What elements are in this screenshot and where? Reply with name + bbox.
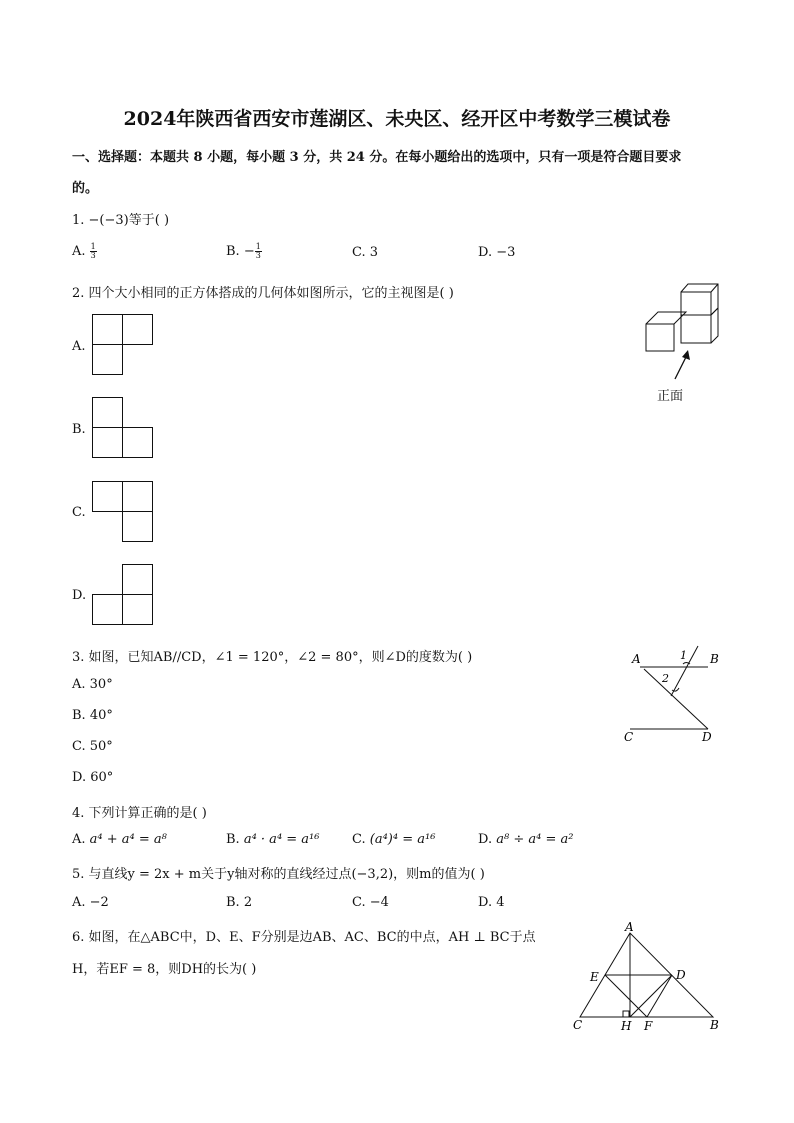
q2-option-a-label: A. bbox=[72, 339, 86, 354]
q5-option-c: C. −4 bbox=[352, 895, 389, 910]
q6-label-f: F bbox=[644, 1019, 653, 1033]
q1-option-b bbox=[226, 243, 262, 260]
q1-option-b-label: B. bbox=[226, 244, 240, 259]
q4-option-d-label: D. bbox=[478, 832, 493, 847]
q3-label-angle1: 1 bbox=[680, 649, 687, 662]
q3-option-b: B. 40° bbox=[72, 708, 113, 723]
q6-stem-line2: H，若EF = 8，则DH的长为( ) bbox=[72, 962, 257, 977]
q6-label-a: A bbox=[625, 920, 634, 934]
q2-option-c-label: C. bbox=[72, 505, 86, 520]
q6-label-e: E bbox=[590, 970, 599, 984]
q4-option-a bbox=[72, 832, 167, 847]
q2-option-c-view bbox=[92, 481, 154, 543]
q1-option-c bbox=[352, 245, 378, 260]
q2-option-d-label: D. bbox=[72, 588, 87, 603]
q6-stem-line1: 6. 如图，在△ABC中，D、E、F分别是边AB、AC、BC的中点，AH ⊥ BC于点 bbox=[72, 930, 536, 945]
q2-option-d-view bbox=[92, 564, 154, 626]
q5-option-a: A. −2 bbox=[72, 895, 109, 910]
q1-option-c-label: C. bbox=[352, 245, 366, 260]
q6-label-d: D bbox=[676, 968, 686, 982]
q3-option-a: A. 30° bbox=[72, 677, 113, 692]
q6-label-b: B bbox=[710, 1018, 719, 1032]
q3-option-c: C. 50° bbox=[72, 739, 113, 754]
q4-stem: 4. 下列计算正确的是( ) bbox=[72, 806, 207, 821]
q1-option-b-sign: − bbox=[243, 244, 255, 259]
q4-option-a-expr: a⁴ + a⁴ = a⁸ bbox=[89, 832, 167, 847]
q4-option-c-label: C. bbox=[352, 832, 366, 847]
arrow-head-icon bbox=[682, 350, 690, 360]
q3-parallel-lines-figure bbox=[620, 640, 730, 748]
q6-triangle-figure bbox=[570, 920, 730, 1040]
q1-option-c-value: 3 bbox=[369, 245, 379, 260]
q4-option-b bbox=[226, 832, 319, 847]
q5-option-d: D. 4 bbox=[478, 895, 505, 910]
q1-option-a-fraction: $\frac{1}{3}$ bbox=[90, 242, 96, 260]
q1-option-a-label: A. bbox=[72, 244, 86, 259]
section-instructions-line2: 的。 bbox=[72, 181, 99, 196]
q3-label-angle2: 2 bbox=[662, 672, 669, 685]
q3-label-b: B bbox=[710, 652, 719, 666]
q5-option-b: B. 2 bbox=[226, 895, 253, 910]
q2-figure-caption: 正面 bbox=[657, 389, 684, 404]
page-title: 2024年陕西省西安市莲湖区、未央区、经开区中考数学三模试卷 bbox=[123, 108, 671, 130]
q6-label-c: C bbox=[573, 1018, 583, 1032]
q5-stem: 5. 与直线y = 2x + m关于y轴对称的直线经过点(−3,2)，则m的值为( ) bbox=[72, 867, 485, 882]
q3-label-a: A bbox=[632, 652, 641, 666]
q1-option-d-value: −3 bbox=[496, 245, 516, 260]
q3-label-d: D bbox=[702, 730, 712, 744]
q4-option-b-label: B. bbox=[226, 832, 240, 847]
q4-option-c bbox=[352, 832, 435, 847]
q3-label-c: C bbox=[624, 730, 634, 744]
q4-option-a-label: A. bbox=[72, 832, 86, 847]
q1-option-d-label: D. bbox=[478, 245, 493, 260]
section-instructions-line1: 一、选择题：本题共 8 小题，每小题 3 分，共 24 分。在每小题给出的选项中，只有一项是符合题目要求 bbox=[72, 150, 682, 165]
q1-option-a bbox=[72, 243, 97, 260]
q2-option-b-label: B. bbox=[72, 422, 86, 437]
q6-label-h: H bbox=[621, 1019, 632, 1033]
q3-stem: 3. 如图，已知AB//CD，∠1 = 120°，∠2 = 80°，则∠D的度数为( ) bbox=[72, 650, 473, 665]
q1-stem: 1. −(−3)等于( ) bbox=[72, 213, 170, 228]
q4-option-b-expr: a⁴ · a⁴ = a¹⁶ bbox=[243, 832, 320, 847]
q1-option-d bbox=[478, 245, 515, 260]
q4-option-d bbox=[478, 832, 573, 847]
q3-option-d: D. 60° bbox=[72, 770, 114, 785]
q1-option-b-fraction: $\frac{1}{3}$ bbox=[255, 242, 261, 260]
q4-option-c-expr: (a⁴)⁴ = a¹⁶ bbox=[369, 832, 436, 847]
q2-cube-figure bbox=[640, 280, 730, 404]
q2-option-a-view bbox=[92, 314, 154, 376]
q4-option-d-expr: a⁸ ÷ a⁴ = a² bbox=[496, 832, 574, 847]
q2-stem: 2. 四个大小相同的正方体搭成的几何体如图所示，它的主视图是( ) bbox=[72, 286, 454, 301]
q2-option-b-view bbox=[92, 397, 154, 459]
